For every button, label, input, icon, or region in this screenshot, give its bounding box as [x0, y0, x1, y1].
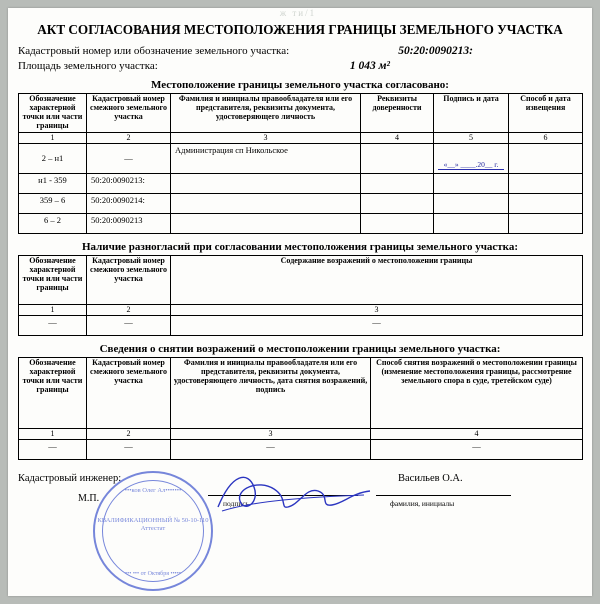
cell-holder: Администрация сп Никольское: [171, 143, 361, 173]
cell-point: —: [19, 315, 87, 335]
col-cadastral: Кадастровый номер смежного земельного участка: [87, 357, 171, 428]
table-row: [19, 193, 583, 213]
cell-proxy: [361, 193, 434, 213]
table-colnum-row: [19, 132, 583, 143]
colnum-5: 5: [434, 132, 509, 143]
table-row: [19, 173, 583, 193]
mp-label: М.П.: [78, 492, 100, 504]
name-line: [376, 495, 511, 496]
area-row: [18, 60, 582, 72]
cell-proxy: [361, 143, 434, 173]
table-colnum-row: [19, 428, 583, 439]
cell-cadastral: —: [87, 143, 171, 173]
col-objection-content: Содержание возражений о местоположении границы: [171, 255, 583, 304]
col-holder: Фамилия и инициалы правообладателя или его представителя, реквизиты документа, удостоверяющего личность, дата снятия возражений, подпись: [171, 357, 371, 428]
signature-block: [18, 472, 582, 577]
cell-sign-date: [434, 193, 509, 213]
cell-cadastral: —: [87, 439, 171, 459]
cadastral-number-value: 50:20:0090213:: [398, 45, 473, 58]
engineer-label: Кадастровый инженер:: [18, 472, 122, 484]
col-cadastral: Кадастровый номер смежного земельного участка: [87, 255, 171, 304]
col-method: Способ снятия возражений о местоположении границы (изменение местоположения границы, рассмотрение земельного спора в суде, третейском суде): [371, 357, 583, 428]
signature-caption: подпись: [223, 498, 250, 508]
cell-cadastral: 50:20:0090213:: [87, 173, 171, 193]
col-point: Обозначение характерной точки или части границы: [19, 94, 87, 133]
col-point: Обозначение характерной точки или части границы: [19, 357, 87, 428]
cell-notice: [509, 193, 583, 213]
watermark: [38, 8, 558, 22]
col-sign-date: Подпись и дата: [434, 94, 509, 133]
cell-holder: —: [171, 439, 371, 459]
colnum-4: 4: [371, 428, 583, 439]
table-header-row: [19, 357, 583, 428]
colnum-3: 3: [171, 304, 583, 315]
colnum-1: 1: [19, 304, 87, 315]
handwritten-signature-icon: [214, 467, 374, 519]
cell-holder: [171, 213, 361, 233]
stamp-top-text: •••ков Олег Ал•••••••: [124, 486, 182, 494]
cell-notice: [509, 173, 583, 193]
document-page: [8, 8, 592, 596]
watermark-text: ж ти/1: [279, 8, 317, 18]
cell-sign-date: [434, 213, 509, 233]
cell-cadastral: 50:20:0090213: [87, 213, 171, 233]
table-row: [19, 213, 583, 233]
section3-heading: Сведения о снятии возражений о местоположении границы земельного участка:: [99, 342, 501, 355]
area-label: Площадь земельного участка:: [18, 60, 158, 73]
colnum-2: 2: [87, 132, 171, 143]
name-caption: фамилия, инициалы: [390, 498, 455, 508]
sign-date-placeholder: «__» ____.20__ г.: [438, 160, 504, 170]
table-row: [19, 143, 583, 173]
cell-cadastral: —: [87, 315, 171, 335]
colnum-1: 1: [19, 132, 87, 143]
cell-proxy: [361, 213, 434, 233]
col-holder: Фамилия и инициалы правообладателя или его представителя, реквизиты документа, удостоверяющего личность: [171, 94, 361, 133]
table-header-row: [19, 255, 583, 304]
cell-notice: [509, 143, 583, 173]
cadastral-number-row: [18, 45, 582, 57]
section2-heading: Наличие разногласий при согласовании местоположения границы земельного участка:: [81, 240, 519, 253]
colnum-1: 1: [19, 428, 87, 439]
cell-point: 359 – 6: [19, 193, 87, 213]
cell-objection-content: —: [171, 315, 583, 335]
table-colnum-row: [19, 304, 583, 315]
engineer-name: Васильев О.А.: [398, 472, 463, 484]
cell-method: —: [371, 439, 583, 459]
table-header-row: [19, 94, 583, 133]
stamp-bottom-text: ••• ••• от Октября •••••: [125, 570, 181, 577]
agreement-table: [18, 93, 583, 234]
cell-sign-date: [434, 143, 509, 173]
disagreements-table: [18, 255, 583, 336]
col-cadastral: Кадастровый номер смежного земельного участка: [87, 94, 171, 133]
col-notice: Способ и дата извещения: [509, 94, 583, 133]
cell-holder: [171, 193, 361, 213]
official-stamp-icon: [93, 471, 213, 591]
col-point: Обозначение характерной точки или части границы: [19, 255, 87, 304]
colnum-2: 2: [87, 304, 171, 315]
colnum-4: 4: [361, 132, 434, 143]
cadastral-number-label: Кадастровый номер или обозначение земельного участка:: [18, 45, 290, 58]
colnum-3: 3: [171, 428, 371, 439]
cell-point: н1 - 359: [19, 173, 87, 193]
area-value: 1 043 м²: [349, 60, 390, 73]
colnum-3: 3: [171, 132, 361, 143]
cell-cadastral: 50:20:0090214:: [87, 193, 171, 213]
cell-sign-date: [434, 173, 509, 193]
section1-heading: Местоположение границы земельного участка согласовано:: [151, 79, 449, 92]
colnum-2: 2: [87, 428, 171, 439]
table-row: [19, 315, 583, 335]
cell-point: 2 – н1: [19, 143, 87, 173]
col-proxy: Реквизиты доверенности: [361, 94, 434, 133]
cell-proxy: [361, 173, 434, 193]
withdrawal-table: [18, 357, 583, 460]
cell-point: —: [19, 439, 87, 459]
page-title: АКТ СОГЛАСОВАНИЯ МЕСТОПОЛОЖЕНИЯ ГРАНИЦЫ ЗЕМЕЛЬНОГО УЧАСТКА: [37, 22, 563, 37]
colnum-6: 6: [509, 132, 583, 143]
cell-point: 6 – 2: [19, 213, 87, 233]
cell-notice: [509, 213, 583, 233]
table-row: [19, 439, 583, 459]
stamp-mid-text: КВАЛИФИКАЦИОННЫЙ № 50-10-110 Аттестат: [97, 516, 209, 533]
cell-holder: [171, 173, 361, 193]
